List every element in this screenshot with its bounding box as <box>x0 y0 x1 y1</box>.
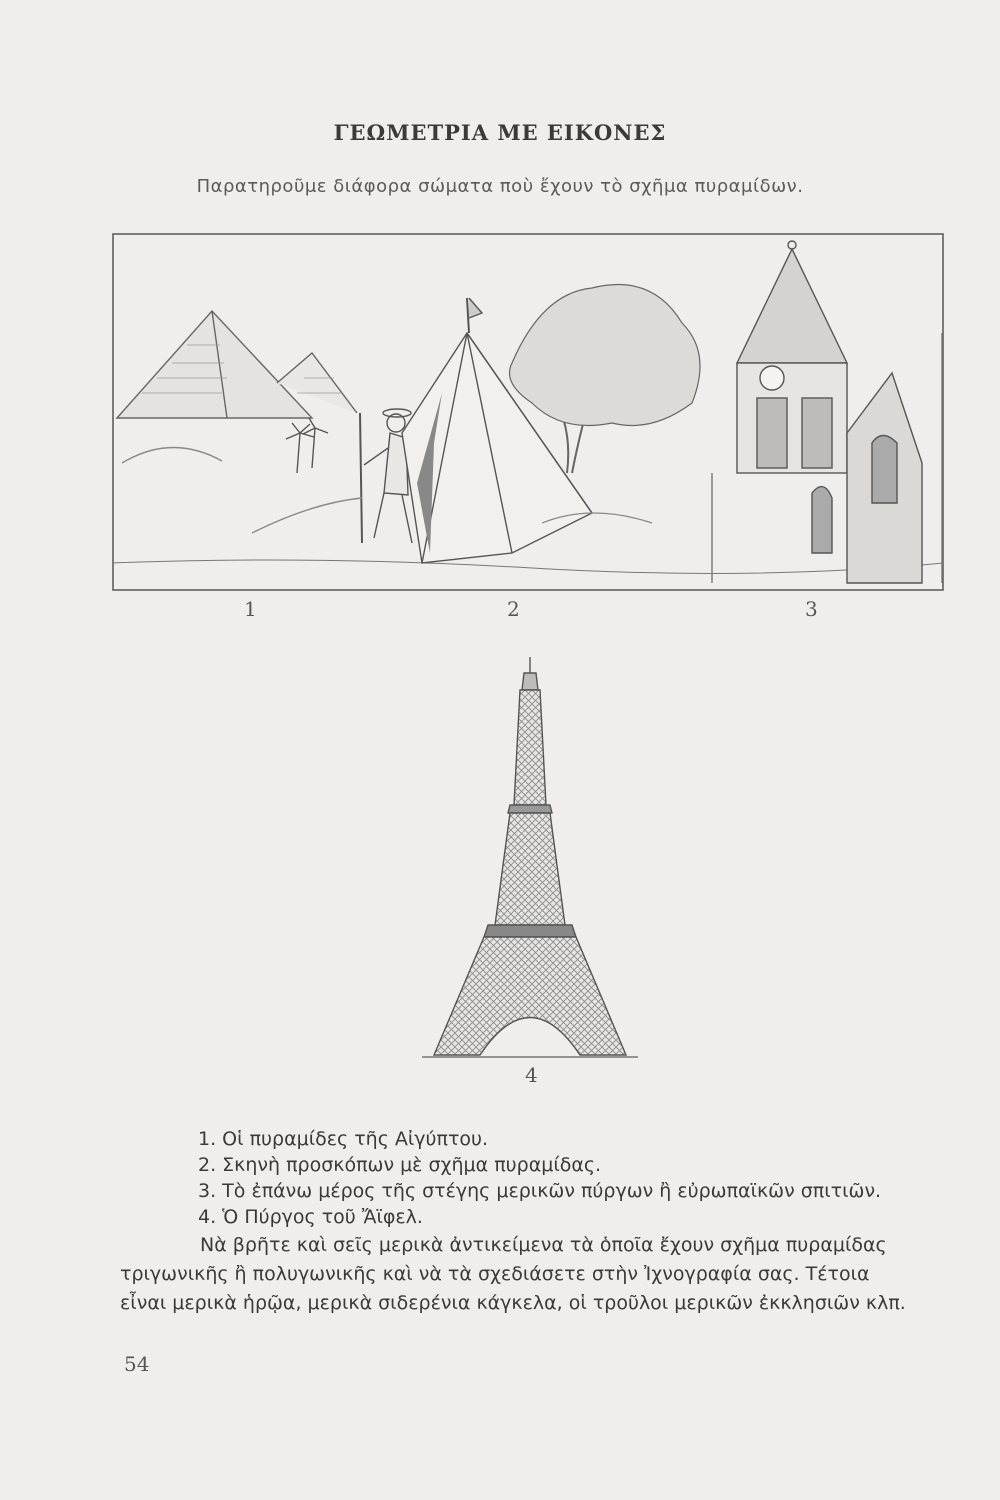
page-title: ΓΕΩΜΕΤΡΙΑ ΜΕ ΕΙΚΟΝΕΣ <box>333 120 667 145</box>
figure-number-2: 2 <box>507 597 520 621</box>
caption-3: 3. Τὸ ἐπάνω μέρος τῆς στέγης μερικῶν πύργων ἢ εὐρωπαϊκῶν σπιτιῶν. <box>198 1180 882 1202</box>
illustration-panel <box>112 233 944 593</box>
paragraph-line-2: τριγωνικῆς ἢ πολυγωνικῆς καὶ νὰ τὰ σχεδιάσετε στὴν Ἰχνογραφία σας. Τέτοια <box>120 1263 870 1285</box>
page-subtitle: Παρατηροῦμε διάφορα σώματα ποὺ ἔχουν τὸ σχῆμα πυραμίδων. <box>196 176 804 197</box>
scout-drawing <box>252 409 412 543</box>
exercise-paragraph <box>120 1231 960 1318</box>
paragraph-line-1: Νὰ βρῆτε καὶ σεῖς μερικὰ ἀντικείμενα τὰ ὁποῖα ἔχουν σχῆμα πυραμίδας <box>200 1234 887 1256</box>
caption-2: 2. Σκηνὴ προσκόπων μὲ σχῆμα πυραμίδας. <box>198 1154 602 1176</box>
church-drawing <box>712 241 942 583</box>
figure-number-4: 4 <box>525 1063 538 1087</box>
figure-number-3: 3 <box>805 597 818 621</box>
pyramids-drawing <box>117 311 357 473</box>
eiffel-tower-drawing <box>420 655 640 1065</box>
caption-1: 1. Οἱ πυραμίδες τῆς Αἰγύπτου. <box>198 1128 489 1150</box>
page-number: 54 <box>124 1352 150 1376</box>
caption-4: 4. Ὁ Πύργος τοῦ Ἄϊφελ. <box>198 1206 423 1228</box>
paragraph-line-3: εἶναι μερικὰ ἡρῷα, μερικὰ σιδερένια κάγκελα, οἱ τροῦλοι μερικῶν ἐκκλησιῶν κλπ. <box>120 1292 906 1314</box>
figure-captions <box>198 1126 978 1230</box>
figure-number-1: 1 <box>244 597 257 621</box>
